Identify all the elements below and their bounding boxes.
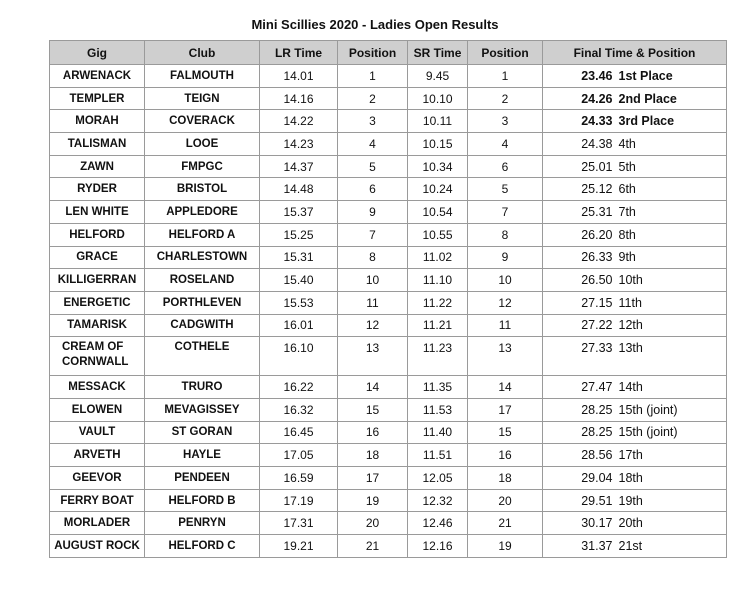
table-row [50, 376, 727, 399]
gig-cell: VAULT [50, 421, 145, 444]
final-time: 26.33 [581, 250, 613, 265]
lr-position-cell: 6 [338, 178, 408, 201]
table-row [50, 155, 727, 178]
lr-position-cell: 4 [338, 133, 408, 156]
table-row [50, 178, 727, 201]
sr-time-cell: 10.34 [408, 155, 468, 178]
lr-position-cell: 13 [338, 337, 408, 376]
final-time: 24.26 [581, 91, 613, 106]
final-cell [543, 246, 727, 269]
gig-cell: MORAH [50, 110, 145, 133]
table-row [50, 269, 727, 292]
sr-position-cell: 14 [468, 376, 543, 399]
sr-time-cell: 11.21 [408, 314, 468, 337]
lr-time-cell: 14.37 [260, 155, 338, 178]
final-time: 23.46 [581, 68, 613, 83]
lr-position-cell: 19 [338, 489, 408, 512]
gig-cell: AUGUST ROCK [50, 535, 145, 558]
final-cell [543, 398, 727, 421]
final-time: 25.12 [581, 182, 613, 197]
club-cell: TRURO [145, 376, 260, 399]
table-row [50, 223, 727, 246]
sr-time-cell: 11.35 [408, 376, 468, 399]
lr-time-cell: 16.45 [260, 421, 338, 444]
final-cell [543, 65, 727, 88]
sr-time-cell: 10.15 [408, 133, 468, 156]
final-time: 27.22 [581, 318, 613, 333]
page-title: Mini Scillies 2020 - Ladies Open Results [251, 17, 499, 32]
sr-position-cell: 7 [468, 201, 543, 224]
final-cell [543, 421, 727, 444]
final-place: 18th [618, 470, 643, 485]
final-cell [543, 337, 727, 376]
lr-time-cell: 16.22 [260, 376, 338, 399]
final-cell [543, 178, 727, 201]
table-row [50, 467, 727, 490]
lr-time-cell: 19.21 [260, 535, 338, 558]
club-cell: COTHELE [145, 337, 260, 376]
sr-time-cell: 10.24 [408, 178, 468, 201]
sr-position-cell: 11 [468, 314, 543, 337]
final-place: 13th [618, 341, 643, 356]
gig-cell: ZAWN [50, 155, 145, 178]
lr-time-cell: 14.22 [260, 110, 338, 133]
table-row [50, 444, 727, 467]
final-time: 25.31 [581, 204, 613, 219]
sr-position-cell: 5 [468, 178, 543, 201]
club-cell: FMPGC [145, 155, 260, 178]
lr-position-cell: 7 [338, 223, 408, 246]
sr-position-cell: 18 [468, 467, 543, 490]
club-cell: APPLEDORE [145, 201, 260, 224]
lr-position-cell: 12 [338, 314, 408, 337]
final-time: 24.33 [581, 114, 613, 129]
final-time: 27.47 [581, 380, 613, 395]
lr-position-cell: 3 [338, 110, 408, 133]
final-place: 11th [618, 295, 642, 310]
lr-position-cell: 15 [338, 398, 408, 421]
gig-cell: FERRY BOAT [50, 489, 145, 512]
final-cell [543, 512, 727, 535]
lr-time-cell: 15.37 [260, 201, 338, 224]
final-time: 26.20 [581, 227, 613, 242]
gig-cell: RYDER [50, 178, 145, 201]
sr-time-cell: 11.23 [408, 337, 468, 376]
final-place: 3rd Place [618, 114, 675, 129]
club-cell: LOOE [145, 133, 260, 156]
gig-cell: TAMARISK [50, 314, 145, 337]
final-cell [543, 535, 727, 558]
lr-time-cell: 16.01 [260, 314, 338, 337]
sr-position-cell: 16 [468, 444, 543, 467]
club-cell: TEIGN [145, 87, 260, 110]
final-place: 4th [618, 136, 636, 151]
sr-position-cell: 9 [468, 246, 543, 269]
sr-time-cell: 12.16 [408, 535, 468, 558]
table-row [50, 87, 727, 110]
sr-time-cell: 10.54 [408, 201, 468, 224]
final-place: 9th [618, 250, 636, 265]
final-time: 27.33 [581, 341, 613, 356]
gig-cell: ARWENACK [50, 65, 145, 88]
sr-position-cell: 4 [468, 133, 543, 156]
header-sr-position: Position [468, 41, 543, 65]
final-time: 28.25 [581, 425, 613, 440]
lr-time-cell: 14.23 [260, 133, 338, 156]
final-cell [543, 291, 727, 314]
table-row [50, 133, 727, 156]
final-time: 29.04 [581, 470, 613, 485]
final-time: 27.15 [581, 295, 613, 310]
lr-position-cell: 11 [338, 291, 408, 314]
table-row [50, 489, 727, 512]
final-cell [543, 376, 727, 399]
sr-time-cell: 11.22 [408, 291, 468, 314]
final-place: 15th (joint) [618, 402, 678, 417]
sr-time-cell: 11.10 [408, 269, 468, 292]
club-cell: PENRYN [145, 512, 260, 535]
club-cell: HAYLE [145, 444, 260, 467]
final-place: 2nd Place [618, 91, 677, 106]
sr-time-cell: 11.02 [408, 246, 468, 269]
sr-position-cell: 15 [468, 421, 543, 444]
club-cell: MEVAGISSEY [145, 398, 260, 421]
final-cell [543, 444, 727, 467]
gig-cell: KILLIGERRAN [50, 269, 145, 292]
sr-time-cell: 11.53 [408, 398, 468, 421]
sr-position-cell: 3 [468, 110, 543, 133]
final-cell [543, 223, 727, 246]
sr-position-cell: 20 [468, 489, 543, 512]
lr-position-cell: 14 [338, 376, 408, 399]
final-place: 21st [618, 538, 643, 553]
club-cell: HELFORD B [145, 489, 260, 512]
final-place: 17th [618, 448, 643, 463]
lr-position-cell: 21 [338, 535, 408, 558]
table-row [50, 246, 727, 269]
sr-time-cell: 12.32 [408, 489, 468, 512]
final-cell [543, 314, 727, 337]
lr-time-cell: 15.25 [260, 223, 338, 246]
sr-position-cell: 19 [468, 535, 543, 558]
final-cell [543, 489, 727, 512]
header-final: Final Time & Position [543, 41, 727, 65]
club-cell: CADGWITH [145, 314, 260, 337]
sr-time-cell: 12.46 [408, 512, 468, 535]
gig-cell: ENERGETIC [50, 291, 145, 314]
club-cell: PORTHLEVEN [145, 291, 260, 314]
final-cell [543, 155, 727, 178]
table-row [50, 337, 727, 376]
lr-time-cell: 15.31 [260, 246, 338, 269]
header-gig: Gig [50, 41, 145, 65]
lr-position-cell: 8 [338, 246, 408, 269]
club-cell: PENDEEN [145, 467, 260, 490]
gig-cell: MORLADER [50, 512, 145, 535]
table-row [50, 421, 727, 444]
lr-position-cell: 10 [338, 269, 408, 292]
sr-position-cell: 13 [468, 337, 543, 376]
sr-position-cell: 8 [468, 223, 543, 246]
lr-position-cell: 18 [338, 444, 408, 467]
final-time: 28.56 [581, 448, 613, 463]
lr-position-cell: 20 [338, 512, 408, 535]
header-lr-time: LR Time [260, 41, 338, 65]
club-cell: FALMOUTH [145, 65, 260, 88]
final-time: 26.50 [581, 273, 613, 288]
gig-cell: TEMPLER [50, 87, 145, 110]
gig-cell: GRACE [50, 246, 145, 269]
lr-time-cell: 16.59 [260, 467, 338, 490]
lr-time-cell: 14.48 [260, 178, 338, 201]
sr-position-cell: 1 [468, 65, 543, 88]
results-body [50, 65, 727, 558]
lr-time-cell: 17.05 [260, 444, 338, 467]
lr-time-cell: 15.53 [260, 291, 338, 314]
table-row [50, 201, 727, 224]
sr-time-cell: 11.51 [408, 444, 468, 467]
lr-time-cell: 17.31 [260, 512, 338, 535]
lr-position-cell: 17 [338, 467, 408, 490]
lr-time-cell: 14.01 [260, 65, 338, 88]
sr-time-cell: 11.40 [408, 421, 468, 444]
lr-time-cell: 15.40 [260, 269, 338, 292]
gig-cell: GEEVOR [50, 467, 145, 490]
final-cell [543, 467, 727, 490]
club-cell: ROSELAND [145, 269, 260, 292]
gig-cell: ELOWEN [50, 398, 145, 421]
sr-position-cell: 12 [468, 291, 543, 314]
club-cell: BRISTOL [145, 178, 260, 201]
final-cell [543, 110, 727, 133]
club-cell: COVERACK [145, 110, 260, 133]
final-place: 1st Place [618, 68, 673, 83]
final-place: 19th [618, 493, 643, 508]
header-row [50, 41, 727, 65]
header-club: Club [145, 41, 260, 65]
lr-position-cell: 1 [338, 65, 408, 88]
gig-cell: CREAM OF CORNWALL [50, 337, 145, 376]
lr-position-cell: 9 [338, 201, 408, 224]
lr-time-cell: 17.19 [260, 489, 338, 512]
sr-time-cell: 12.05 [408, 467, 468, 490]
lr-position-cell: 16 [338, 421, 408, 444]
lr-time-cell: 16.32 [260, 398, 338, 421]
final-place: 20th [618, 516, 643, 531]
sr-position-cell: 10 [468, 269, 543, 292]
sr-time-cell: 9.45 [408, 65, 468, 88]
sr-time-cell: 10.55 [408, 223, 468, 246]
final-place: 7th [618, 204, 636, 219]
lr-position-cell: 2 [338, 87, 408, 110]
final-time: 28.25 [581, 402, 613, 417]
table-row [50, 398, 727, 421]
final-place: 5th [618, 159, 636, 174]
lr-time-cell: 14.16 [260, 87, 338, 110]
final-time: 30.17 [581, 516, 613, 531]
gig-cell: ARVETH [50, 444, 145, 467]
final-cell [543, 133, 727, 156]
final-place: 14th [618, 380, 643, 395]
final-time: 25.01 [581, 159, 613, 174]
final-cell [543, 201, 727, 224]
final-cell [543, 269, 727, 292]
final-place: 10th [618, 273, 643, 288]
sr-time-cell: 10.11 [408, 110, 468, 133]
gig-cell: LEN WHITE [50, 201, 145, 224]
lr-time-cell: 16.10 [260, 337, 338, 376]
table-row [50, 65, 727, 88]
final-place: 15th (joint) [618, 425, 678, 440]
final-time: 29.51 [581, 493, 613, 508]
club-cell: HELFORD C [145, 535, 260, 558]
final-place: 8th [618, 227, 636, 242]
sr-position-cell: 2 [468, 87, 543, 110]
final-time: 24.38 [581, 136, 613, 151]
final-cell [543, 87, 727, 110]
final-place: 6th [618, 182, 636, 197]
sr-position-cell: 21 [468, 512, 543, 535]
table-row [50, 535, 727, 558]
gig-cell: HELFORD [50, 223, 145, 246]
header-lr-position: Position [338, 41, 408, 65]
final-place: 12th [618, 318, 643, 333]
lr-position-cell: 5 [338, 155, 408, 178]
gig-cell: TALISMAN [50, 133, 145, 156]
table-row [50, 291, 727, 314]
final-time: 31.37 [581, 538, 613, 553]
gig-cell: MESSACK [50, 376, 145, 399]
table-row [50, 110, 727, 133]
results-table [49, 40, 727, 558]
table-row [50, 314, 727, 337]
club-cell: CHARLESTOWN [145, 246, 260, 269]
sr-time-cell: 10.10 [408, 87, 468, 110]
sr-position-cell: 6 [468, 155, 543, 178]
table-row [50, 512, 727, 535]
club-cell: ST GORAN [145, 421, 260, 444]
sr-position-cell: 17 [468, 398, 543, 421]
header-sr-time: SR Time [408, 41, 468, 65]
club-cell: HELFORD A [145, 223, 260, 246]
